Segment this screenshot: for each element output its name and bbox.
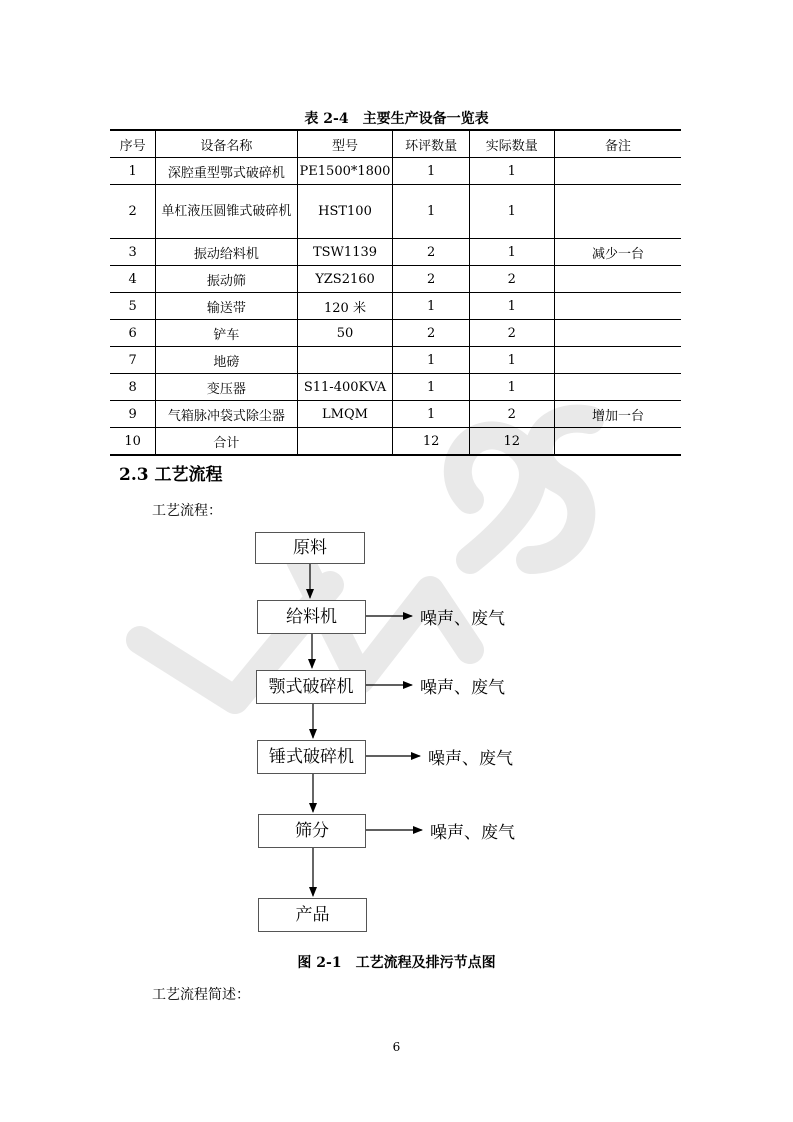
table-cell: LMQM <box>297 401 393 428</box>
table-cell: 单杠液压圆锥式破碎机 <box>156 185 297 239</box>
table-cell: 9 <box>110 401 156 428</box>
table-cell: PE1500*1800 <box>297 158 393 185</box>
flow-step-raw-material: 原料 <box>255 532 365 564</box>
table-cell: 2 <box>393 320 469 347</box>
table-cell: 50 <box>297 320 393 347</box>
table-cell: 2 <box>393 239 469 266</box>
table-cell: 12 <box>393 428 469 456</box>
emission-label: 噪声、废气 <box>420 678 505 698</box>
section-heading: 2.3 工艺流程 <box>119 465 223 485</box>
emission-label: 噪声、废气 <box>428 749 513 769</box>
header-cell: 备注 <box>554 130 681 158</box>
table-caption: 表 2-4 主要生产设备一览表 <box>304 111 489 127</box>
table-cell: 1 <box>393 401 469 428</box>
table-cell: 1 <box>469 158 554 185</box>
table-cell: 变压器 <box>156 374 297 401</box>
table-cell: 1 <box>469 185 554 239</box>
table-cell: 1 <box>393 185 469 239</box>
table-cell: 深腔重型鄂式破碎机 <box>156 158 297 185</box>
table-cell: S11-400KVA <box>297 374 393 401</box>
header-cell: 设备名称 <box>156 130 297 158</box>
table-cell: TSW1139 <box>297 239 393 266</box>
table-cell: HST100 <box>297 185 393 239</box>
table-cell: 振动筛 <box>156 266 297 293</box>
table-cell: 1 <box>110 158 156 185</box>
table-cell: 增加一台 <box>554 401 681 428</box>
table-cell: YZS2160 <box>297 266 393 293</box>
table-cell: 振动给料机 <box>156 239 297 266</box>
table-cell: 地磅 <box>156 347 297 374</box>
table-cell: 1 <box>393 374 469 401</box>
header-cell: 型号 <box>297 130 393 158</box>
table-cell: 输送带 <box>156 293 297 320</box>
table-cell: 1 <box>469 239 554 266</box>
flow-step-hammer-crusher: 锤式破碎机 <box>257 740 366 774</box>
header-cell: 环评数量 <box>393 130 469 158</box>
table-cell: 1 <box>393 158 469 185</box>
table-cell: 2 <box>469 266 554 293</box>
table-cell: 气箱脉冲袋式除尘器 <box>156 401 297 428</box>
summary-text: 工艺流程简述： <box>152 987 250 1003</box>
table-cell: 合计 <box>156 428 297 456</box>
page-number: 6 <box>392 1040 401 1054</box>
flow-step-feeder: 给料机 <box>257 600 366 634</box>
table-cell: 减少一台 <box>554 239 681 266</box>
table-cell: 2 <box>393 266 469 293</box>
table-cell: 1 <box>469 293 554 320</box>
table-cell: 120 米 <box>297 293 393 320</box>
table-cell: 10 <box>110 428 156 456</box>
table-cell: 6 <box>110 320 156 347</box>
table-cell: 2 <box>469 320 554 347</box>
table-cell: 7 <box>110 347 156 374</box>
table-cell: 2 <box>110 185 156 239</box>
table-cell: 2 <box>469 401 554 428</box>
flow-step-product: 产品 <box>258 898 367 932</box>
table-cell: 8 <box>110 374 156 401</box>
header-cell: 实际数量 <box>469 130 554 158</box>
table-cell: 铲车 <box>156 320 297 347</box>
flow-step-jaw-crusher: 颚式破碎机 <box>256 670 366 704</box>
table-cell: 1 <box>469 347 554 374</box>
table-cell: 1 <box>469 374 554 401</box>
table-cell: 5 <box>110 293 156 320</box>
table-cell: 4 <box>110 266 156 293</box>
intro-text: 工艺流程： <box>152 503 222 519</box>
figure-caption: 图 2-1 工艺流程及排污节点图 <box>297 955 496 971</box>
table-cell: 3 <box>110 239 156 266</box>
emission-label: 噪声、废气 <box>420 609 505 629</box>
table-cell: 12 <box>469 428 554 456</box>
table-cell: 1 <box>393 347 469 374</box>
emission-label: 噪声、废气 <box>430 823 515 843</box>
header-cell: 序号 <box>110 130 156 158</box>
flow-step-screening: 筛分 <box>258 814 366 848</box>
table-cell: 1 <box>393 293 469 320</box>
